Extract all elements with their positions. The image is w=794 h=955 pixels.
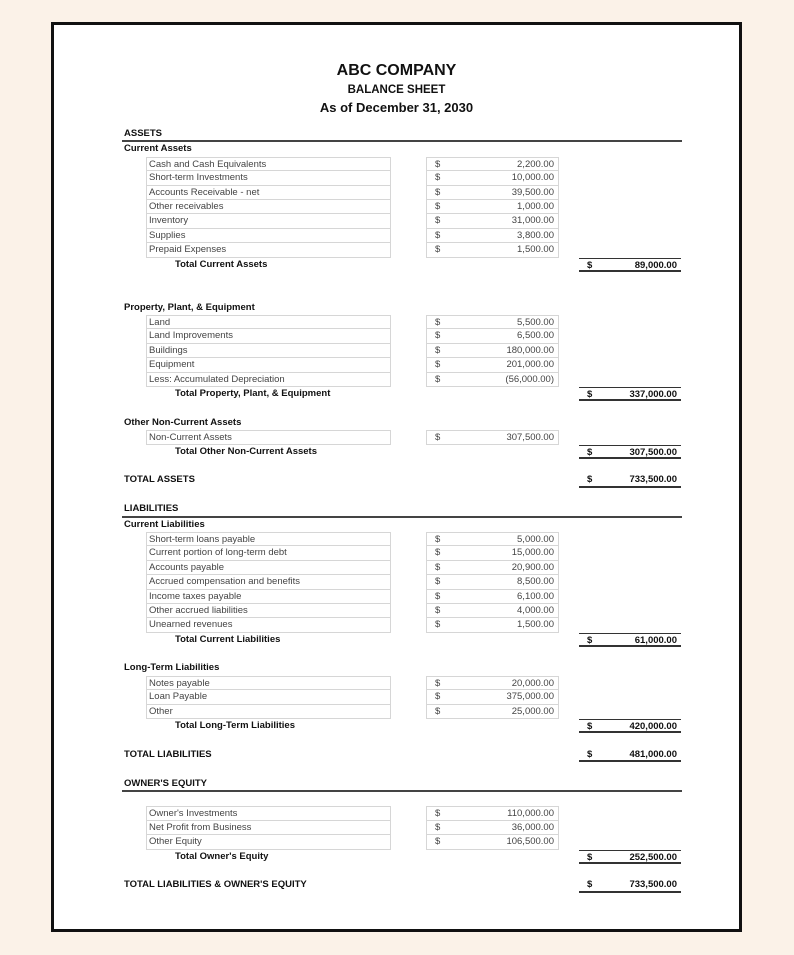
grand-total-amount [579,748,681,762]
currency-symbol: $ [435,590,441,602]
currency-symbol: $ [435,677,441,689]
grand-total-label: TOTAL LIABILITIES & OWNER'S EQUITY [124,879,307,891]
line-item [122,358,682,372]
line-item-label: Loan Payable [146,690,391,704]
total-value: 307,500.00 [629,446,677,458]
spacer [122,762,682,776]
line-item-amount [426,705,559,719]
line-item-amount [426,157,559,171]
line-item [122,430,682,444]
subtotal-row [122,387,682,401]
amount-value: 1,000.00 [517,200,554,212]
grand-total-amount [579,878,681,892]
spacer [122,733,682,747]
subtotal-row [122,633,682,647]
currency-symbol: $ [435,330,441,342]
subtotal-row [122,850,682,864]
currency-symbol: $ [435,547,441,559]
line-item-amount [426,561,559,575]
total-value: 252,500.00 [629,851,677,863]
amount-value: 375,000.00 [506,691,554,703]
line-item [122,705,682,719]
amount-value: 10,000.00 [511,172,554,184]
amount-value: 25,000.00 [511,705,554,717]
line-item [122,200,682,214]
amount-value: 6,100.00 [517,590,554,602]
line-item [122,157,682,171]
line-item-label: Net Profit from Business [146,821,391,835]
currency-symbol: $ [435,215,441,227]
amount-value: 1,500.00 [517,244,554,256]
currency-symbol: $ [435,229,441,241]
line-item-amount [426,532,559,546]
currency-symbol: $ [435,705,441,717]
section-heading: ASSETS [122,127,682,142]
subtotal-label: Total Long-Term Liabilities [175,720,295,732]
subtotal-row [122,445,682,459]
amount-value: 201,000.00 [506,359,554,371]
subsection-heading: Long-Term Liabilities [124,662,220,674]
currency-symbol: $ [435,808,441,820]
currency-symbol: $ [587,879,593,891]
document-header [54,61,739,117]
company-name: ABC COMPANY [336,62,457,79]
total-value: 733,500.00 [629,474,677,486]
amount-value: 106,500.00 [506,836,554,848]
total-value: 420,000.00 [629,721,677,733]
line-item-label: Inventory [146,214,391,228]
grand-total-row [122,878,682,892]
spacer [122,401,682,415]
amount-value: 39,500.00 [511,186,554,198]
line-item [122,344,682,358]
currency-symbol: $ [435,359,441,371]
currency-symbol: $ [587,721,593,733]
line-item-label: Other [146,705,391,719]
line-item-amount [426,806,559,820]
line-item-label: Cash and Cash Equivalents [146,157,391,171]
report-date: As of December 31, 2030 [319,100,474,115]
spacer [122,459,682,473]
line-item [122,604,682,618]
total-value: 481,000.00 [629,748,677,760]
currency-symbol: $ [435,244,441,256]
line-item-label: Unearned revenues [146,618,391,632]
subsection-heading: Other Non-Current Assets [124,416,242,428]
line-item-label: Short-term loans payable [146,532,391,546]
currency-symbol: $ [587,748,593,760]
line-item-amount [426,243,559,257]
line-item [122,575,682,589]
line-item-amount [426,229,559,243]
subsection-heading: Property, Plant, & Equipment [124,301,255,313]
amount-value: 15,000.00 [511,547,554,559]
amount-value: 8,500.00 [517,576,554,588]
line-item-label: Other accrued liabilities [146,604,391,618]
currency-symbol: $ [435,836,441,848]
line-item-amount [426,214,559,228]
amount-value: 1,500.00 [517,619,554,631]
currency-symbol: $ [587,446,593,458]
spacer [122,864,682,878]
line-item-amount [426,676,559,690]
amount-value: 180,000.00 [506,344,554,356]
line-item [122,806,682,820]
line-item-amount [426,835,559,849]
line-item [122,618,682,632]
amount-value: 31,000.00 [511,215,554,227]
line-item [122,690,682,704]
subtotal-label: Total Property, Plant, & Equipment [175,388,331,400]
line-item [122,821,682,835]
currency-symbol: $ [435,200,441,212]
line-item-label: Land [146,315,391,329]
line-item-label: Other Equity [146,835,391,849]
currency-symbol: $ [435,691,441,703]
currency-symbol: $ [587,389,593,401]
currency-symbol: $ [435,172,441,184]
currency-symbol: $ [435,533,441,545]
currency-symbol: $ [435,604,441,616]
subtotal-amount [579,633,681,647]
line-item [122,676,682,690]
subtotal-amount [579,850,681,864]
currency-symbol: $ [435,576,441,588]
amount-value: 110,000.00 [507,808,554,820]
balance-sheet-table [122,127,682,893]
line-item [122,171,682,185]
line-item [122,561,682,575]
currency-symbol: $ [435,821,441,833]
line-item-label: Equipment [146,358,391,372]
document-title: BALANCE SHEET [347,84,446,96]
line-item-amount [426,200,559,214]
section-heading: LIABILITIES [122,502,682,517]
line-item-amount [426,344,559,358]
line-item-label: Buildings [146,344,391,358]
subtotal-row [122,719,682,733]
line-item [122,186,682,200]
subsection-heading: Current Assets [124,143,192,155]
subsection-heading: Current Liabilities [124,518,205,530]
line-item [122,315,682,329]
spacer [122,286,682,300]
line-item-label: Land Improvements [146,329,391,343]
amount-value: 2,200.00 [517,158,554,170]
line-item [122,214,682,228]
amount-value: 36,000.00 [511,821,554,833]
line-item [122,243,682,257]
spacer [122,488,682,502]
grand-total-label: TOTAL LIABILITIES [124,748,212,760]
currency-symbol: $ [587,259,593,271]
line-item-label: Short-term Investments [146,171,391,185]
line-item-amount [426,171,559,185]
total-value: 733,500.00 [629,879,677,891]
subtotal-label: Total Current Assets [175,258,268,270]
line-item-label: Current portion of long-term debt [146,546,391,560]
line-item-label: Supplies [146,229,391,243]
currency-symbol: $ [587,474,593,486]
amount-value: 20,000.00 [511,677,554,689]
subtotal-amount [579,387,681,401]
currency-symbol: $ [435,344,441,356]
currency-symbol: $ [435,619,441,631]
amount-value: 6,500.00 [517,330,554,342]
amount-value: 3,800.00 [517,229,554,241]
line-item [122,835,682,849]
currency-symbol: $ [435,561,441,573]
line-item [122,590,682,604]
line-item-label: Owner's Investments [146,806,391,820]
line-item-label: Less: Accumulated Depreciation [146,373,391,387]
subtotal-amount [579,445,681,459]
grand-total-amount [579,473,681,487]
amount-value: (56,000.00) [505,373,554,385]
line-item-amount [426,430,559,444]
spacer [122,792,682,806]
line-item-label: Other receivables [146,200,391,214]
line-item [122,546,682,560]
subtotal-row [122,258,682,272]
currency-symbol: $ [587,851,593,863]
line-item-label: Prepaid Expenses [146,243,391,257]
grand-total-row [122,748,682,762]
spacer [122,647,682,661]
line-item-amount [426,546,559,560]
line-item-label: Accounts payable [146,561,391,575]
currency-symbol: $ [435,373,441,385]
total-value: 337,000.00 [629,389,677,401]
amount-value: 20,900.00 [511,561,554,573]
currency-symbol: $ [435,317,441,329]
line-item-amount [426,821,559,835]
line-item-amount [426,329,559,343]
line-item-amount [426,358,559,372]
subtotal-label: Total Other Non-Current Assets [175,445,317,457]
amount-value: 4,000.00 [517,604,554,616]
line-item [122,532,682,546]
line-item-amount [426,618,559,632]
line-item-amount [426,575,559,589]
grand-total-row [122,473,682,487]
line-item-amount [426,315,559,329]
line-item-amount [426,590,559,604]
line-item-amount [426,690,559,704]
balance-sheet-page [51,22,742,932]
total-value: 61,000.00 [634,634,677,646]
currency-symbol: $ [435,432,441,444]
line-item [122,329,682,343]
line-item-label: Income taxes payable [146,590,391,604]
section-heading: OWNER'S EQUITY [122,777,682,792]
spacer [122,272,682,286]
line-item [122,373,682,387]
line-item [122,229,682,243]
amount-value: 5,500.00 [517,317,554,329]
amount-value: 5,000.00 [517,533,554,545]
line-item-label: Accounts Receivable - net [146,186,391,200]
subtotal-label: Total Current Liabilities [175,633,281,645]
currency-symbol: $ [435,186,441,198]
subtotal-amount [579,258,681,272]
currency-symbol: $ [435,158,441,170]
grand-total-label: TOTAL ASSETS [124,474,195,486]
line-item-label: Notes payable [146,676,391,690]
line-item-amount [426,186,559,200]
total-value: 89,000.00 [634,259,677,271]
subtotal-amount [579,719,681,733]
line-item-amount [426,373,559,387]
line-item-amount [426,604,559,618]
currency-symbol: $ [587,634,593,646]
line-item-label: Accrued compensation and benefits [146,575,391,589]
line-item-label: Non-Current Assets [146,430,391,444]
amount-value: 307,500.00 [506,432,554,444]
subtotal-label: Total Owner's Equity [175,850,269,862]
